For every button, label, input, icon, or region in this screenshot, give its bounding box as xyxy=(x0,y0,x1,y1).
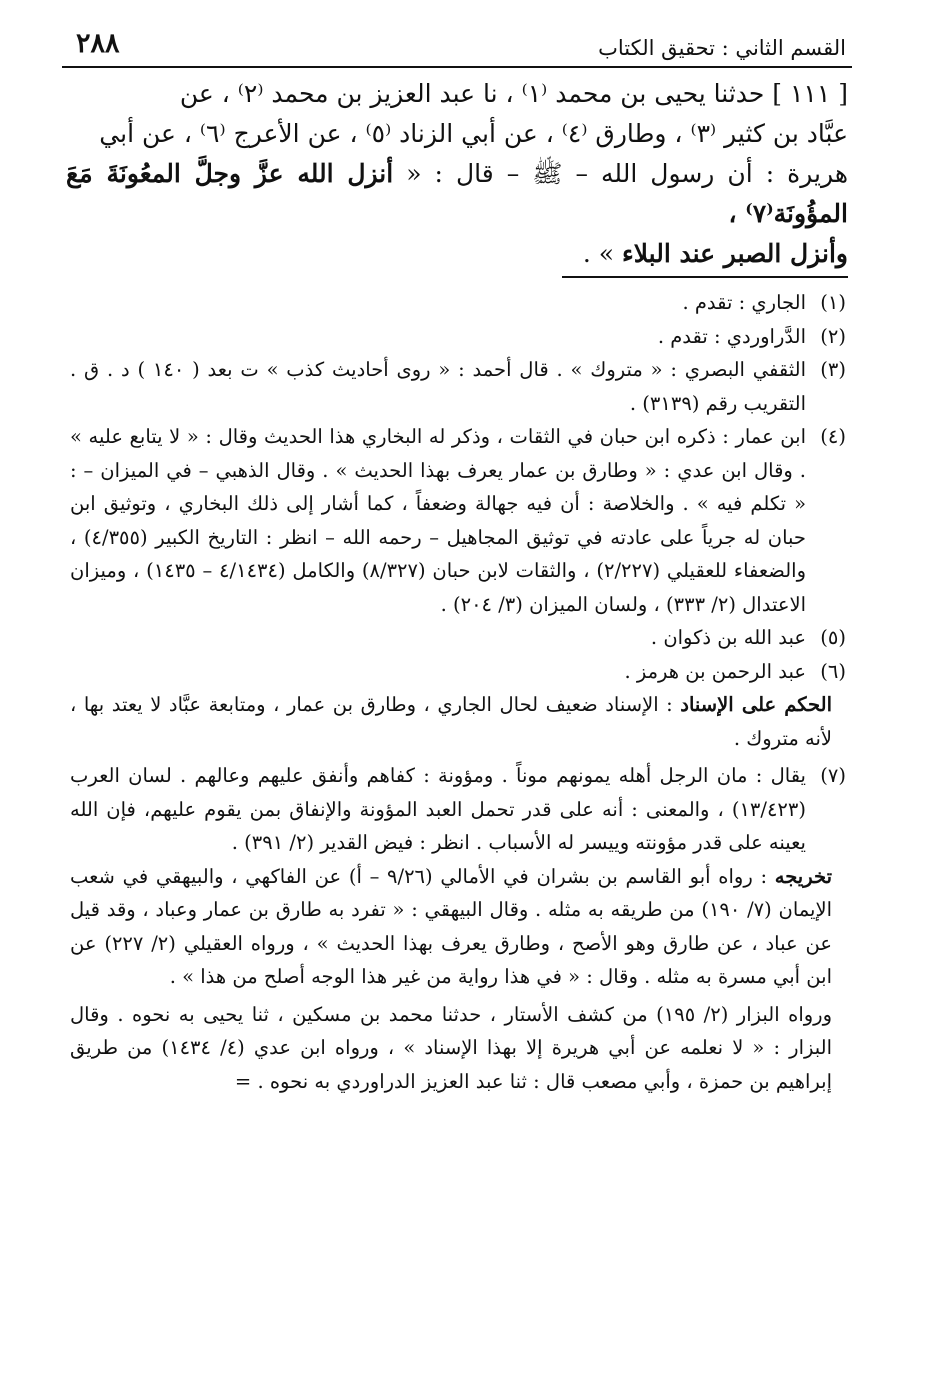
ruling-label: الحكم على الإسناد xyxy=(680,693,832,716)
footnote-text: الدَّراوردي : تقدم . xyxy=(657,324,806,348)
page-header xyxy=(62,28,852,68)
hadith-line: [ ١١١ ] حدثنا يحيى بن محمد ⁽١⁾ ، نا عبد العزيز بن محمد ⁽٢⁾ ، عن xyxy=(179,79,848,108)
footnote-number: (٦) xyxy=(820,659,846,683)
footnote-number: (٤) xyxy=(820,425,846,448)
bazzar-paragraph xyxy=(70,998,846,1099)
closing-quote: » . xyxy=(582,239,622,268)
footnote xyxy=(70,621,846,655)
footnote xyxy=(70,759,846,860)
hadith-chain-text: هريرة : أن رسول الله – ﷺ – قال : « xyxy=(393,159,848,188)
footnote-number: (١) xyxy=(820,291,846,314)
footnote-number: (٣) xyxy=(820,358,846,381)
footnote xyxy=(70,320,846,354)
hadith-line: عبَّاد بن كثير ⁽٣⁾ ، وطارق ⁽٤⁾ ، عن أبي الزناد ⁽٥⁾ ، عن الأعرج ⁽٦⁾ ، عن أبي xyxy=(99,119,848,148)
footnote-text: الثقفي البصري : « متروك » . قال أحمد : « روى أحاديث كذب » ت بعد ( ١٤٠ ) د . ق . التقريب رقم (٣١٣٩) . xyxy=(70,358,807,415)
hadith-line xyxy=(66,154,848,234)
prophetic-saying: وأنزل الصبر عند البلاء xyxy=(622,239,848,268)
hadith-line xyxy=(66,234,848,274)
prophetic-saying: أنزل الله عزَّ وجلَّ المعُونَةَ مَعَ المؤُونَة⁽٧⁾ ، xyxy=(66,159,848,228)
footnote-text: عبد الله بن ذكوان . xyxy=(650,626,806,649)
running-title: القسم الثاني : تحقيق الكتاب xyxy=(598,36,846,60)
hadith-text xyxy=(66,74,848,274)
footnotes xyxy=(70,286,846,1098)
footnote-text: يقال : مان الرجل أهله يمونهم موناً . ومؤونة : كفاهم وأنفق عليهم وعالهم . لسان العرب (١٣/٤٢٣) ، والمعنى : أنه على قدر تحمل العبد المؤونة والإنفاق بمن يقوم عليهم، فإن الله يعينه على قدر مؤونته وييسر له الأسباب . انظر : فيض القدير (٢/ ٣٩١) . xyxy=(70,764,806,854)
footnote-number: (٧) xyxy=(820,764,846,787)
footnote xyxy=(70,420,846,621)
footnote-text: الجاري : تقدم . xyxy=(682,291,806,314)
footnote-number: (٢) xyxy=(820,324,846,348)
takhrij-text: : رواه أبو القاسم بن بشران في الأمالي (٩/٢٦ – أ) عن الفاكهي ، والبيهقي في شعب الإيمان (٧/ ١٩٠) من طريقه به مثله . وقال البيهقي : « تفرد به طارق بن عمار وعباد ، وقد قيل عن عباد ، عن طارق وهو الأصح ، وطارق يعرف بهذا الحديث » ، ورواه العقيلي (٢/ ٢٢٧) عن ابن أبي مسرة به مثله . وقال : « في هذا رواية من غير هذا الوجه أصلح من هذا » . xyxy=(70,864,832,988)
bazzar-text: ورواه البزار (٢/ ١٩٥) من كشف الأستار ، حدثنا محمد بن مسكين ، ثنا يحيى به نحوه . وقال البزار : « لا نعلمه عن أبي هريرة إلا بهذا الإسناد » ، ورواه ابن عدي (٤/ ١٤٣٤) من طريق إبراهيم بن حمزة ، وأبي مصعب قال : ثنا عبد العزيز الدراوردي به نحوه . = xyxy=(70,1002,832,1093)
page-number: ٢٨٨ xyxy=(76,28,120,59)
footnote-number: (٥) xyxy=(820,626,846,649)
footnote-text: ابن عمار : ذكره ابن حبان في الثقات ، وذكر له البخاري هذا الحديث وقال : « لا يتابع عليه » . وقال ابن عدي : « وطارق بن عمار يعرف بهذا الحديث » . وقال الذهبي – في الميزان – : « تكلم فيه » . والخلاصة : أن فيه جهالة وضعفاً ، كما أشار إلى ذلك البخاري ، وتوثيق ابن حبان له جرياً على عادته في توثيق المجاهيل – رحمه الله – انظر : التاريخ الكبير (٤/٣٥٥) ، والضعفاء للعقيلي (٢/٢٢٧) ، والثقات لابن حبان (٨/٣٢٧) والكامل (٤/١٤٣٤ – ١٤٣٥) ، وميزان الاعتدال (٢/ ٣٣٣) ، ولسان الميزان (٣/ ٢٠٤) . xyxy=(70,425,806,616)
footnote xyxy=(70,353,846,420)
footnote xyxy=(70,655,846,689)
footnote xyxy=(70,286,846,320)
isnad-ruling xyxy=(70,688,846,755)
takhrij-label: تخريجه xyxy=(774,864,832,888)
footnote-separator xyxy=(562,276,848,278)
footnote-text: عبد الرحمن بن هرمز . xyxy=(624,659,806,683)
takhrij-section xyxy=(70,860,846,994)
ruling-text: : الإسناد ضعيف لحال الجاري ، وطارق بن عمار ، ومتابعة عبَّاد لا يعتد بها ، لأنه متروك . xyxy=(70,693,832,750)
